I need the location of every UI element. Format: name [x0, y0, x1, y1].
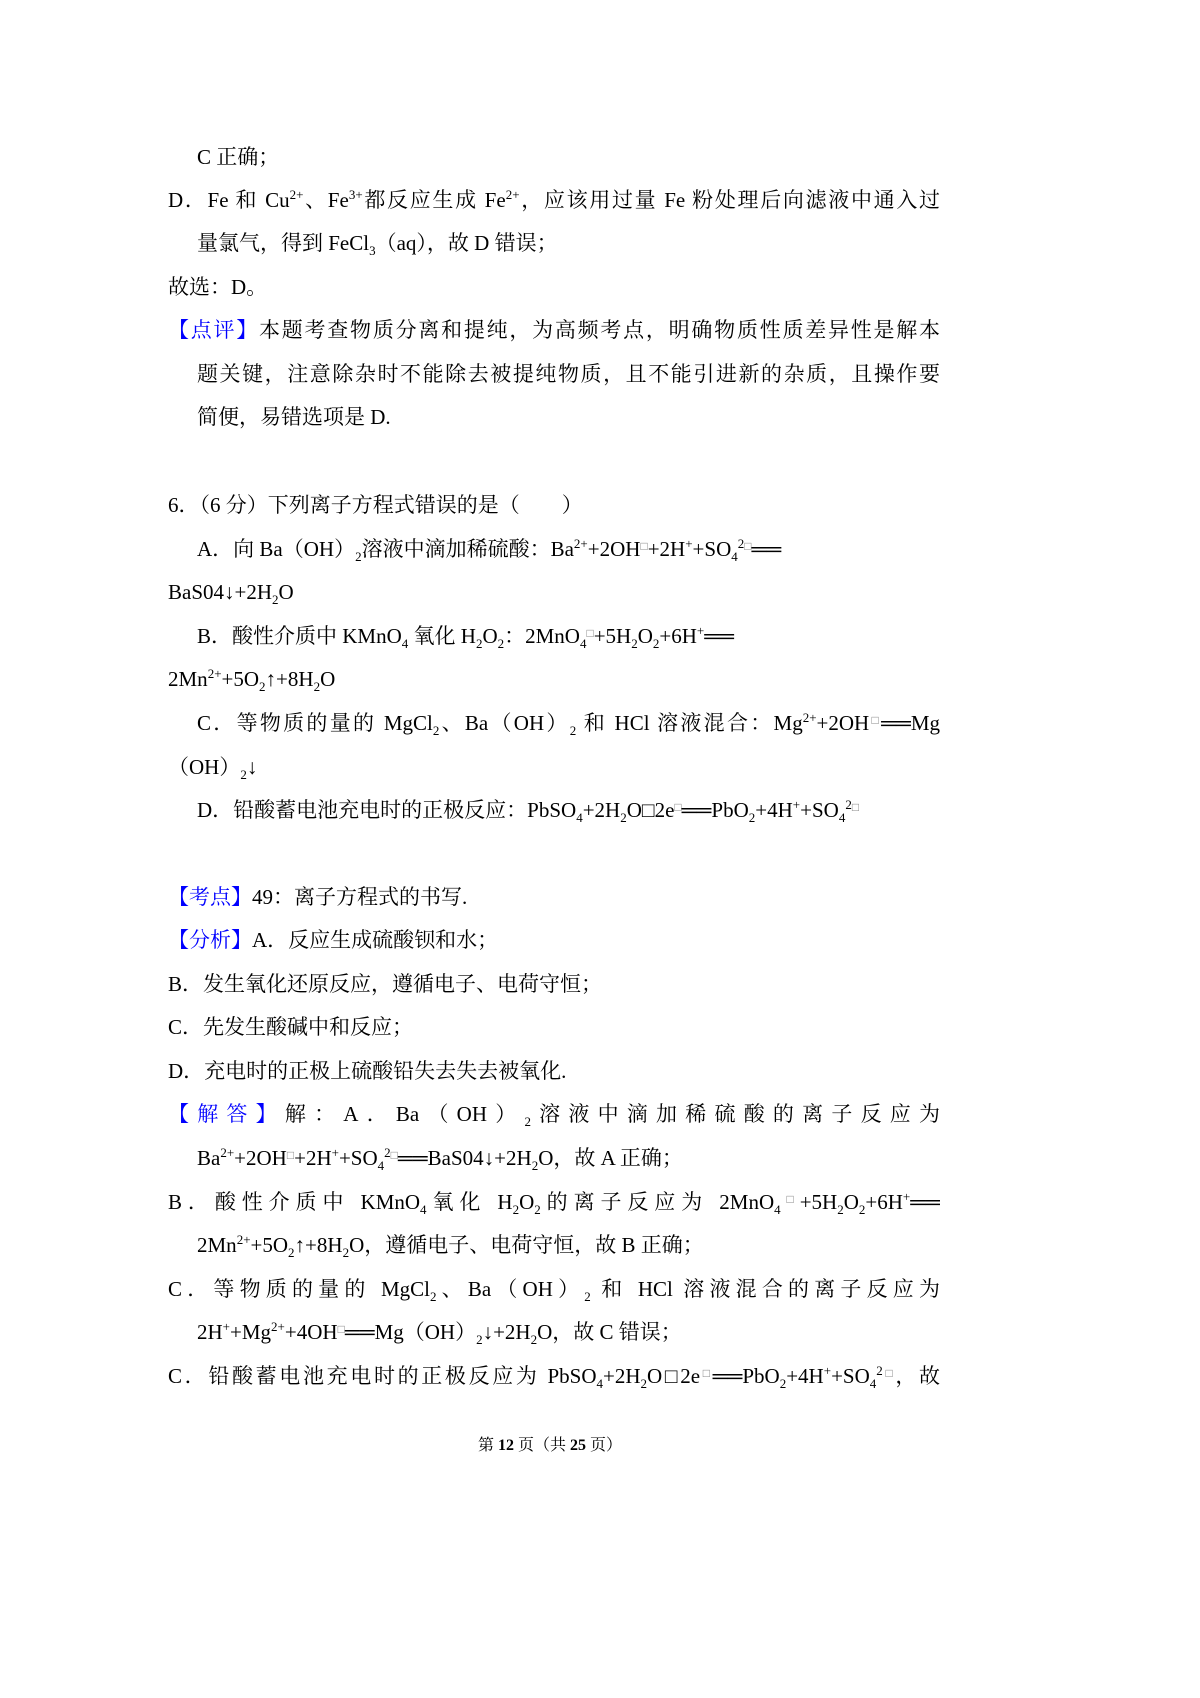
text-sup: 2+ — [207, 666, 222, 681]
text-line — [168, 315, 940, 345]
section-label: 【解答】 — [168, 1102, 285, 1126]
text-segment: +2H — [603, 1364, 641, 1388]
text-sub: 4 — [420, 1202, 427, 1217]
text-box: □ — [586, 626, 594, 640]
text-segment: D．铅酸蓄电池充电时的正极反应：PbSO — [197, 798, 577, 822]
text-sub: 2 — [476, 1332, 483, 1347]
text-sub: 4 — [838, 810, 846, 825]
text-segment: +2H — [294, 1146, 332, 1170]
text-sub: 2 — [313, 679, 321, 694]
text-sub: 2 — [342, 1245, 350, 1260]
text-sub: 4 — [731, 549, 738, 564]
text-segment: O□2e — [626, 798, 675, 822]
text-sup: 2 — [876, 1363, 883, 1378]
page-footer — [0, 1432, 1100, 1455]
text-segment: C．等物质的量的 MgCl — [168, 1277, 430, 1301]
text-segment: ↑+8H — [294, 1233, 343, 1257]
section-label: 【点评】 — [168, 318, 260, 342]
text-segment: B．酸性介质中 KMnO — [168, 1190, 421, 1214]
text-line — [168, 882, 467, 912]
text-line — [168, 577, 294, 607]
text-sub: 3 — [369, 243, 376, 258]
text-line — [197, 228, 558, 258]
text-box: □ — [869, 713, 882, 727]
text-segment: C．等物质的量的 MgCl — [197, 711, 433, 735]
text-sub: 2 — [534, 1202, 541, 1217]
text-sub: 2 — [524, 1114, 531, 1129]
text-box: □ — [700, 1366, 713, 1380]
text-sup: + — [222, 1319, 231, 1334]
text-segment: +6H — [659, 624, 697, 648]
text-segment: 49：离子方程式的书写. — [252, 885, 468, 909]
text-line — [197, 402, 391, 432]
text-sup: 2+ — [271, 1319, 285, 1334]
text-line — [197, 708, 940, 738]
text-sub: 2 — [475, 636, 483, 651]
text-segment: 量氯气，得到 FeCl — [197, 231, 370, 255]
text-segment: B．发生氧化还原反应，遵循电子、电荷守恒； — [168, 972, 603, 996]
text-sub: 2 — [240, 767, 247, 782]
text-segment: +Mg — [230, 1320, 272, 1344]
text-segment: +4OH — [284, 1320, 338, 1344]
text-line — [197, 1317, 682, 1347]
text-sup: + — [696, 623, 705, 638]
text-segment: +6H — [865, 1190, 903, 1214]
footer-suffix: 页） — [590, 1437, 623, 1454]
text-line — [197, 1230, 704, 1260]
text-sup: + — [792, 797, 801, 812]
text-segment: 、Fe — [303, 188, 349, 212]
total-pages: 25 — [570, 1437, 586, 1454]
text-segment: A．向 Ba（OH） — [197, 537, 356, 561]
text-sup: 2+ — [220, 1145, 235, 1160]
text-line — [168, 272, 267, 302]
text-sub: 2 — [512, 1202, 520, 1217]
text-segment: 解：A．Ba（OH） — [284, 1102, 525, 1126]
text-segment: 6．（6 分）下列离子方程式错误的是（ ） — [168, 493, 583, 517]
text-sub: 2 — [779, 1376, 787, 1391]
text-sup: + — [331, 1145, 339, 1160]
text-segment: O□2e — [647, 1364, 701, 1388]
text-sub: 2 — [272, 592, 279, 607]
text-segment: +SO — [800, 798, 839, 822]
text-segment: +SO — [338, 1146, 378, 1170]
text-segment: +SO — [692, 537, 732, 561]
text-line — [197, 1143, 683, 1173]
text-segment: D．Fe 和 Cu — [168, 188, 290, 212]
text-sub: 4 — [596, 1376, 604, 1391]
text-box: □ — [390, 1148, 398, 1162]
text-sub: 2 — [620, 810, 627, 825]
text-sup: + — [685, 536, 693, 551]
text-sup: 3+ — [348, 187, 363, 202]
text-sub: 2 — [837, 1202, 844, 1217]
text-line — [197, 359, 940, 389]
text-segment: +2H — [647, 537, 686, 561]
text-sup: 2+ — [802, 710, 817, 725]
text-segment: 氧化 H — [408, 624, 476, 648]
text-segment: O，故 C 错误； — [537, 1320, 682, 1344]
text-segment: ══ — [910, 1190, 940, 1214]
text-sub: 4 — [377, 1158, 385, 1173]
text-sub: 2 — [652, 636, 660, 651]
text-line — [197, 534, 781, 564]
text-sub: 2 — [497, 636, 505, 651]
text-segment: +5H — [593, 624, 632, 648]
text-sub: 2 — [584, 1289, 591, 1304]
text-segment: O — [519, 1190, 535, 1214]
text-line — [168, 1056, 566, 1086]
text-segment: ══Mg（OH） — [344, 1320, 477, 1344]
text-sub: 2 — [355, 549, 362, 564]
text-sub: 4 — [576, 810, 583, 825]
text-sup: 2+ — [573, 536, 588, 551]
text-sup: 2+ — [289, 187, 304, 202]
text-segment: O — [637, 624, 653, 648]
section-label: 【考点】 — [168, 885, 252, 909]
text-line — [168, 925, 498, 955]
text-segment: （aq），故 D 错误； — [375, 231, 558, 255]
text-segment: ══ — [751, 537, 782, 561]
footer-middle: 页（共 — [517, 1437, 566, 1454]
text-segment: Ba — [197, 1146, 221, 1170]
text-sub: 4 — [579, 636, 587, 651]
text-sub: 2 — [858, 1202, 866, 1217]
text-sub: 2 — [259, 679, 266, 694]
text-segment: C 正确； — [197, 145, 280, 169]
text-segment: 的离子反应为 2MnO — [540, 1190, 775, 1214]
text-segment: +4H — [786, 1364, 824, 1388]
text-line — [168, 1099, 940, 1129]
text-segment: +2H — [582, 798, 621, 822]
text-segment: 故选：D。 — [168, 275, 268, 299]
text-segment: 本题考查物质分离和提纯，为高频考点，明确物质性质差异性是解本 — [259, 318, 940, 342]
text-segment: 2H — [197, 1320, 223, 1344]
text-segment: ══PbO — [712, 1364, 780, 1388]
text-line — [197, 621, 734, 651]
text-sup: 2 — [384, 1145, 391, 1160]
text-segment: 简便，易错选项是 D. — [197, 405, 391, 429]
text-line — [168, 1187, 940, 1217]
text-segment: 、Ba（OH） — [439, 711, 570, 735]
text-segment: C．铅酸蓄电池充电时的正极反应为 PbSO — [168, 1364, 597, 1388]
text-segment: +2OH — [816, 711, 870, 735]
text-segment: 氧化 H — [426, 1190, 513, 1214]
text-segment: O，遵循电子、电荷守恒，故 B 正确； — [349, 1233, 704, 1257]
section-label: 【分析】 — [168, 928, 252, 952]
text-segment: ↓ — [246, 755, 258, 779]
text-segment: +5O — [250, 1233, 289, 1257]
text-segment: ↓+2H — [482, 1320, 531, 1344]
text-sup: 2 — [737, 536, 745, 551]
text-sub: 2 — [530, 1332, 538, 1347]
text-segment: ，应该用过量 Fe 粉处理后向滤液中通入过 — [519, 188, 940, 212]
text-segment: O，故 A 正确； — [538, 1146, 683, 1170]
text-segment: 2Mn — [197, 1233, 237, 1257]
text-segment: （OH） — [168, 755, 241, 779]
text-segment: 题关键，注意除杂时不能除去被提纯物质，且不能引进新的杂质，且操作要 — [197, 362, 940, 386]
text-segment: +4H — [755, 798, 793, 822]
text-segment: ══Mg — [881, 711, 940, 735]
text-sub: 4 — [774, 1202, 781, 1217]
text-segment: O — [843, 1190, 859, 1214]
text-segment: 2Mn — [168, 667, 208, 691]
text-sup: + — [902, 1189, 911, 1204]
text-segment: ══BaS04↓+2H — [397, 1146, 532, 1170]
text-sub: 2 — [432, 723, 440, 738]
text-segment: B．酸性介质中 KMnO — [197, 624, 402, 648]
text-segment: A．反应生成硫酸钡和水； — [252, 928, 499, 952]
text-box: □ — [780, 1192, 800, 1206]
text-segment: O — [278, 580, 294, 604]
text-sub: 4 — [869, 1376, 877, 1391]
text-sub: 2 — [429, 1289, 437, 1304]
text-segment: +SO — [831, 1364, 870, 1388]
text-sub: 4 — [401, 636, 409, 651]
text-segment: 和 HCl 溶液混合：Mg — [576, 711, 803, 735]
text-sup: 2+ — [505, 187, 520, 202]
text-sub: 2 — [748, 810, 756, 825]
text-segment: ，故 — [895, 1364, 940, 1388]
text-segment: +2OH — [587, 537, 641, 561]
text-segment: +2OH — [234, 1146, 287, 1170]
text-box: □ — [640, 539, 648, 553]
text-sup: + — [823, 1363, 832, 1378]
text-segment: D．充电时的正极上硫酸铅失去失去被氧化. — [168, 1059, 567, 1083]
text-sub: 2 — [569, 723, 577, 738]
text-line — [168, 1274, 940, 1304]
text-box: □ — [286, 1148, 295, 1162]
text-segment: ══ — [704, 624, 735, 648]
text-segment: +5H — [799, 1190, 838, 1214]
text-box: □ — [851, 800, 860, 814]
text-line — [197, 142, 279, 172]
text-segment: C．先发生酸碱中和反应； — [168, 1015, 414, 1039]
text-segment: O — [320, 667, 336, 691]
text-line — [168, 1361, 940, 1391]
footer-prefix: 第 — [477, 1437, 494, 1454]
text-segment: 和 HCl 溶液混合的离子反应为 — [590, 1277, 940, 1301]
text-line — [168, 969, 602, 999]
text-sub: 2 — [640, 1376, 648, 1391]
text-sub: 2 — [288, 1245, 295, 1260]
text-segment: 、Ba（OH） — [436, 1277, 585, 1301]
text-line — [168, 1012, 413, 1042]
text-line — [197, 795, 859, 825]
text-segment: BaS04↓+2H — [168, 580, 273, 604]
text-box: □ — [882, 1366, 896, 1380]
text-sub: 2 — [531, 1158, 539, 1173]
text-box: □ — [744, 539, 752, 553]
page-number: 12 — [497, 1437, 514, 1454]
text-segment: ↑+8H — [265, 667, 314, 691]
text-segment: 溶液中滴加稀硫酸：Ba — [361, 537, 574, 561]
text-line — [168, 664, 335, 694]
text-box: □ — [337, 1322, 345, 1336]
text-segment: +5O — [221, 667, 260, 691]
text-segment: ：2MnO — [504, 624, 580, 648]
text-segment: ══PbO — [681, 798, 749, 822]
text-sup: 2 — [845, 797, 852, 812]
text-line — [168, 752, 257, 782]
text-segment: 溶液中滴加稀硫酸的离子反应为 — [530, 1102, 940, 1126]
text-sub: 2 — [631, 636, 638, 651]
text-segment: O — [482, 624, 498, 648]
text-line — [168, 490, 583, 520]
text-line — [168, 185, 940, 215]
text-segment: 都反应生成 Fe — [362, 188, 506, 212]
text-sup: 2+ — [236, 1232, 251, 1247]
text-box: □ — [674, 800, 682, 814]
